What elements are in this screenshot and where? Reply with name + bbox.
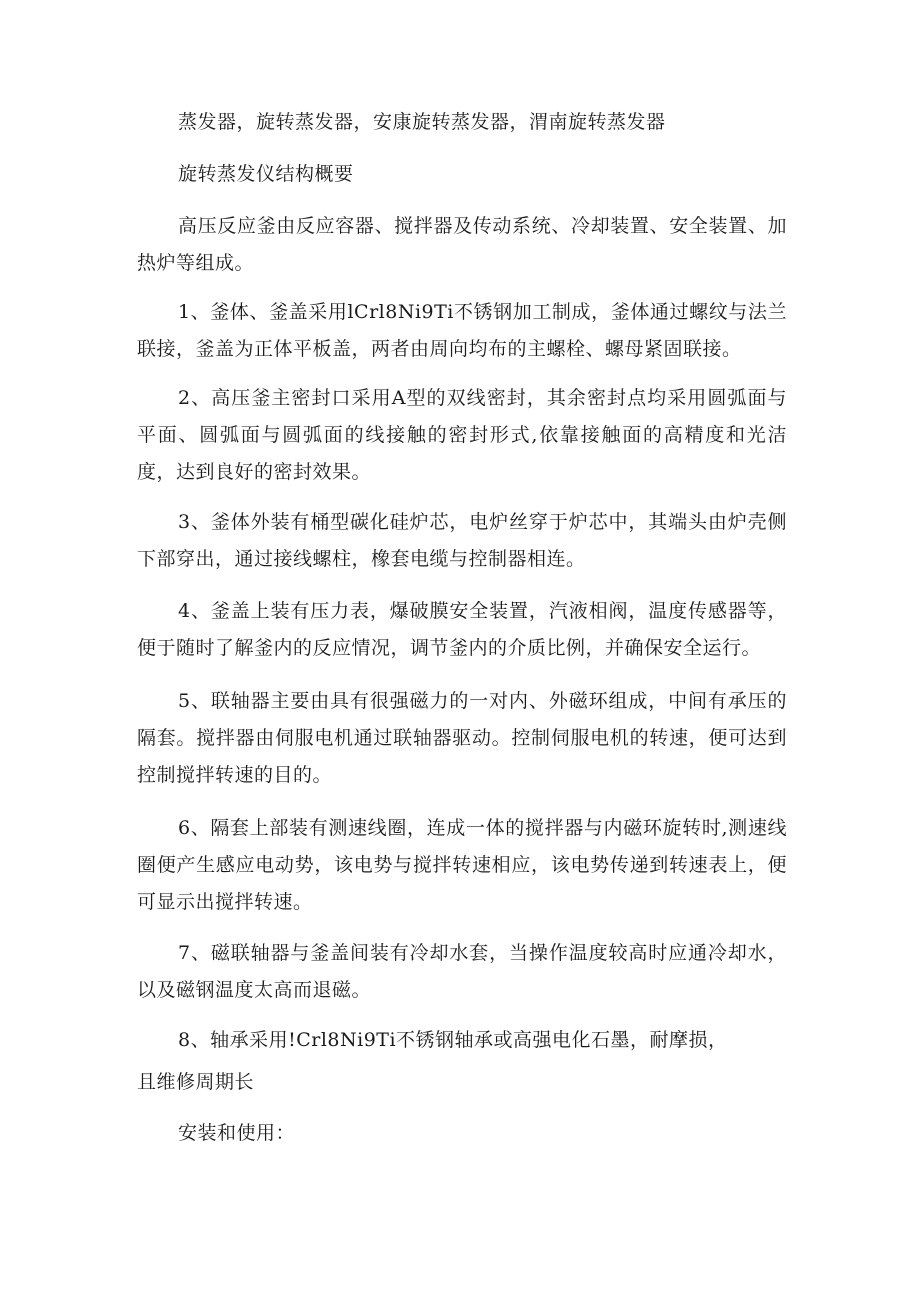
item-paragraph-4: 4、釜盖上装有压力表，爆破膜安全装置，汽液相阀，温度传感器等，便于随时了解釜内的反应情况，调节釜内的介质比例，并确保安全运行。 (137, 600, 787, 659)
item-paragraph-8-line-1: 8、轴承采用!Crl8Ni9Ti不锈钢轴承或高强电化石墨，耐摩损， (178, 1029, 728, 1051)
item-paragraph-3: 3、釜体外装有桶型碳化硅炉芯，电炉丝穿于炉芯中，其端头由炉壳侧下部穿出，通过接线螺柱，橡套电缆与控制器相连。 (137, 511, 787, 570)
item-paragraph-1: 1、釜体、釜盖采用lCrl8Ni9Ti不锈钢加工制成，釜体通过螺纹与法兰联接，釜盖为正体平板盖，两者由周向均布的主螺栓、螺母紧固联接。 (137, 301, 787, 360)
item-paragraph-2: 2、高压釜主密封口采用A型的双线密封，其余密封点均采用圆弧面与平面、圆弧面与圆弧面的线接触的密封形式,依靠接触面的高精度和光洁度，达到良好的密封效果。 (137, 387, 787, 483)
intro-paragraph: 高压反应釜由反应容器、搅拌器及传动系统、冷却装置、安全装置、加热炉等组成。 (137, 215, 787, 274)
item-paragraph-6: 6、隔套上部装有测速线圈，连成一体的搅拌器与内磁环旋转时,测速线圈便产生感应电动势，该电势与搅拌转速相应，该电势传递到转速表上，便可显示出搅拌转速。 (137, 817, 787, 913)
item-paragraph-5: 5、联轴器主要由具有很强磁力的一对内、外磁环组成，中间有承压的隔套。搅拌器由伺服电机通过联轴器驱动。控制伺服电机的转速，便可达到控制搅拌转速的目的。 (137, 690, 787, 786)
item-paragraph-7: 7、磁联轴器与釜盖间装有冷却水套，当操作温度较高时应通冷却水，以及磁钢温度太高而退磁。 (137, 942, 787, 1001)
section-heading: 旋转蒸发仪结构概要 (178, 163, 354, 185)
closing-heading: 安装和使用： (178, 1122, 296, 1144)
item-paragraph-8-line-2: 且维修周期长 (137, 1071, 255, 1093)
top-line: 蒸发器，旋转蒸发器，安康旋转蒸发器，渭南旋转蒸发器 (178, 111, 666, 133)
